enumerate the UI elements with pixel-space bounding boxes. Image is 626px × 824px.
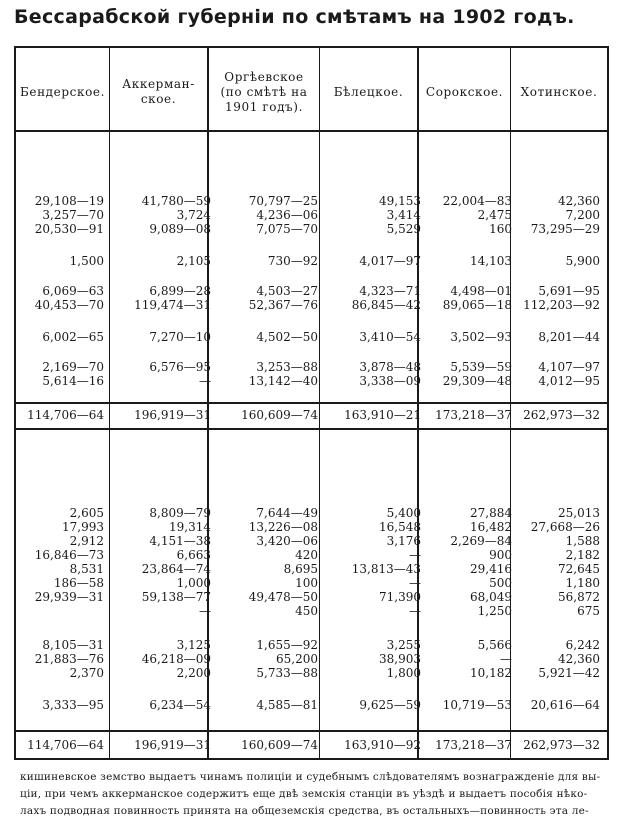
total-top-rule — [14, 402, 609, 404]
table-cell: 100 — [295, 576, 318, 590]
table-cell: 2,269—84 — [450, 534, 512, 548]
table-cell: 6,576—95 — [149, 360, 211, 374]
table-cell: 40,453—70 — [34, 298, 104, 312]
table-cell: 10,182 — [470, 666, 512, 680]
table-cell: 3,333—95 — [42, 698, 104, 712]
table-cell: 27,884 — [470, 506, 512, 520]
column-header-orgeev: Оргѣевское (по смѣтѣ на 1901 годъ). — [220, 69, 308, 114]
table-cell: 16,548 — [379, 520, 421, 534]
table-cell: 73,295—29 — [530, 222, 600, 236]
table-cell: 4,502—50 — [256, 330, 318, 344]
table-cell: 3,502—93 — [450, 330, 512, 344]
column-header-soroki: Сорокское. — [425, 84, 504, 99]
table-cell: 70,797—25 — [248, 194, 318, 208]
table-cell: 21,883—76 — [34, 652, 104, 666]
column-header-beltsy: Бѣлецкое. — [333, 84, 404, 99]
table-cell: 16,846—73 — [34, 548, 104, 562]
table-row — [14, 506, 609, 520]
table-row — [14, 534, 609, 548]
table-cell: 46,218—09 — [141, 652, 211, 666]
table-cell: 1,250 — [477, 604, 512, 618]
table-cell: 3,255 — [386, 638, 421, 652]
table-row — [14, 520, 609, 534]
table-cell: 8,809—79 — [149, 506, 211, 520]
table-row — [14, 254, 609, 268]
table-cell: 4,585—81 — [256, 698, 318, 712]
table-cell: 4,012—95 — [538, 374, 600, 388]
table-cell: 4,503—27 — [256, 284, 318, 298]
table-row — [14, 604, 609, 618]
table-cell: 450 — [295, 604, 318, 618]
table-cell: 16,482 — [470, 520, 512, 534]
table-cell: 160,609—74 — [241, 408, 318, 422]
table-cell: 4,017—97 — [359, 254, 421, 268]
table-cell: 2,912 — [69, 534, 104, 548]
table-cell: 20,616—64 — [530, 698, 600, 712]
table-cell: 27,668—26 — [530, 520, 600, 534]
table-cell: 42,360 — [558, 652, 600, 666]
table-cell: 5,400 — [386, 506, 421, 520]
table-cell: 1,500 — [69, 254, 104, 268]
table-cell: 72,645 — [558, 562, 600, 576]
column-header-khotin: Хотинское. — [520, 84, 598, 99]
table-cell: 163,910—92 — [344, 738, 421, 752]
total-row — [14, 738, 609, 752]
header-rule — [14, 130, 609, 132]
table-cell: 186—58 — [53, 576, 104, 590]
table-cell: 13,813—43 — [351, 562, 421, 576]
page-title: Бессарабской губерніи по смѣтамъ на 1902 годъ. — [14, 6, 575, 28]
table-cell: 6,899—28 — [149, 284, 211, 298]
table-cell: 114,706—64 — [27, 408, 104, 422]
table-row — [14, 548, 609, 562]
table-cell: 59,138—77 — [141, 590, 211, 604]
footnote-line: кишиневское земство выдаетъ чинамъ полиціи и судебнымъ слѣдователямъ вознагражденіе для вы- — [20, 771, 601, 783]
table-cell: 3,338—09 — [359, 374, 421, 388]
table-cell: 5,614—16 — [42, 374, 104, 388]
table-cell: 3,176 — [386, 534, 421, 548]
table-cell: 25,013 — [558, 506, 600, 520]
table-cell: 7,200 — [565, 208, 600, 222]
table-row — [14, 652, 609, 666]
table-cell: 730—92 — [267, 254, 318, 268]
total-bottom-rule — [14, 428, 609, 430]
table-cell: 6,663 — [176, 548, 211, 562]
table-cell: 56,872 — [558, 590, 600, 604]
table-row — [14, 284, 609, 298]
table-cell: 420 — [295, 548, 318, 562]
table-cell: 5,733—88 — [256, 666, 318, 680]
table-cell: 900 — [489, 548, 512, 562]
table-cell: 3,414 — [386, 208, 421, 222]
table-cell: 23,864—74 — [141, 562, 211, 576]
table-cell: 86,845—42 — [351, 298, 421, 312]
table-cell: 4,498—01 — [450, 284, 512, 298]
table-cell: 6,242 — [565, 638, 600, 652]
table-cell: 1,180 — [565, 576, 600, 590]
table-cell: 8,201—44 — [538, 330, 600, 344]
table-cell: 89,065—18 — [442, 298, 512, 312]
table-row — [14, 638, 609, 652]
table-cell: 160 — [489, 222, 512, 236]
table-cell: 5,921—42 — [538, 666, 600, 680]
table-cell: — — [199, 374, 211, 388]
table-cell: 41,780—59 — [141, 194, 211, 208]
table-cell: 1,655—92 — [256, 638, 318, 652]
table-cell: 49,478—50 — [248, 590, 318, 604]
table-cell: 1,000 — [176, 576, 211, 590]
table-cell: 112,203—92 — [523, 298, 600, 312]
table-row — [14, 576, 609, 590]
table-cell: 9,089—08 — [149, 222, 211, 236]
table-row — [14, 298, 609, 312]
table-cell: 2,105 — [176, 254, 211, 268]
table-cell: 3,410—54 — [359, 330, 421, 344]
table-row — [14, 698, 609, 712]
table-cell: — — [199, 604, 211, 618]
table-cell: 2,182 — [565, 548, 600, 562]
table-cell: 8,105—31 — [42, 638, 104, 652]
table-cell: 4,151—38 — [149, 534, 211, 548]
table-row — [14, 194, 609, 208]
table-cell: 68,049 — [470, 590, 512, 604]
table-cell: 2,605 — [69, 506, 104, 520]
table-cell: 2,200 — [176, 666, 211, 680]
table-row — [14, 222, 609, 236]
table-cell: 13,226—08 — [248, 520, 318, 534]
table-cell: — — [409, 576, 421, 590]
table-cell: — — [409, 548, 421, 562]
table-cell: 3,878—48 — [359, 360, 421, 374]
table-cell: 1,800 — [386, 666, 421, 680]
table-cell: 22,004—83 — [442, 194, 512, 208]
table-top-rule — [14, 46, 609, 48]
table-cell: 2,169—70 — [42, 360, 104, 374]
table-cell: 3,257—70 — [42, 208, 104, 222]
table-cell: 10,719—53 — [442, 698, 512, 712]
table-cell: 29,416 — [470, 562, 512, 576]
footnote-line: лахъ подводная повинность принята на общеземскія средства, въ остальныхъ—повинность эта ле- — [20, 805, 589, 817]
table-cell: 29,939—31 — [34, 590, 104, 604]
table-cell: 119,474—31 — [134, 298, 211, 312]
table-cell: 2,475 — [477, 208, 512, 222]
table-cell: 5,529 — [386, 222, 421, 236]
table-cell: 29,108—19 — [34, 194, 104, 208]
table-cell: — — [409, 604, 421, 618]
column-header-akkerman: Аккерман- ское. — [122, 77, 195, 106]
table-cell: 2,370 — [69, 666, 104, 680]
table-cell: 173,218—37 — [435, 738, 512, 752]
table-row — [14, 590, 609, 604]
column-header-bendery: Бендерское. — [19, 84, 106, 99]
table-cell: 14,103 — [470, 254, 512, 268]
table-cell: 196,919—31 — [134, 408, 211, 422]
table-cell: 38,903 — [379, 652, 421, 666]
table-row — [14, 330, 609, 344]
table-cell: 20,530—91 — [34, 222, 104, 236]
table-cell: 1,588 — [565, 534, 600, 548]
table-cell: 5,900 — [565, 254, 600, 268]
table-cell: 262,973—32 — [523, 738, 600, 752]
table-cell: 9,625—59 — [359, 698, 421, 712]
table-cell: 7,270—10 — [149, 330, 211, 344]
table-cell: 19,314 — [169, 520, 211, 534]
table-row — [14, 562, 609, 576]
table-cell: 160,609—74 — [241, 738, 318, 752]
table-cell: 8,695 — [283, 562, 318, 576]
table-cell: 3,125 — [176, 638, 211, 652]
table-cell: 49,153 — [379, 194, 421, 208]
table-cell: 196,919—31 — [134, 738, 211, 752]
table-cell: — — [500, 652, 512, 666]
table-cell: 4,236—06 — [256, 208, 318, 222]
table-cell: 8,531 — [69, 562, 104, 576]
table-cell: 500 — [489, 576, 512, 590]
table-row — [14, 374, 609, 388]
table-cell: 114,706—64 — [27, 738, 104, 752]
total-row — [14, 408, 609, 422]
table-cell: 52,367—76 — [248, 298, 318, 312]
table-cell: 675 — [577, 604, 600, 618]
table-cell: 6,002—65 — [42, 330, 104, 344]
table-cell: 17,993 — [62, 520, 104, 534]
budget-table — [14, 46, 609, 762]
table-cell: 42,360 — [558, 194, 600, 208]
table-cell: 7,644—49 — [256, 506, 318, 520]
table-cell: 163,910—21 — [344, 408, 421, 422]
table-cell: 5,566 — [477, 638, 512, 652]
footnote-line: ціи, при чемъ аккерманское содержитъ еще двѣ земскія станціи въ уѣздѣ и выдаетъ пособія нѣко- — [20, 788, 588, 800]
table-row — [14, 360, 609, 374]
table-cell: 5,539—59 — [450, 360, 512, 374]
table-cell: 3,420—06 — [256, 534, 318, 548]
table-cell: 6,234—54 — [149, 698, 211, 712]
table-bottom-rule — [14, 758, 609, 760]
total-top-rule-2 — [14, 730, 609, 732]
table-row — [14, 208, 609, 222]
table-cell: 3,724 — [176, 208, 211, 222]
table-cell: 13,142—40 — [248, 374, 318, 388]
table-cell: 7,075—70 — [256, 222, 318, 236]
table-cell: 4,107—97 — [538, 360, 600, 374]
footnote — [20, 769, 610, 820]
table-cell: 4,323—71 — [359, 284, 421, 298]
table-cell: 71,390 — [379, 590, 421, 604]
table-row — [14, 666, 609, 680]
table-cell: 173,218—37 — [435, 408, 512, 422]
table-cell: 262,973—32 — [523, 408, 600, 422]
table-cell: 29,309—48 — [442, 374, 512, 388]
table-cell: 65,200 — [276, 652, 318, 666]
table-cell: 5,691—95 — [538, 284, 600, 298]
table-cell: 6,069—63 — [42, 284, 104, 298]
table-cell: 3,253—88 — [256, 360, 318, 374]
